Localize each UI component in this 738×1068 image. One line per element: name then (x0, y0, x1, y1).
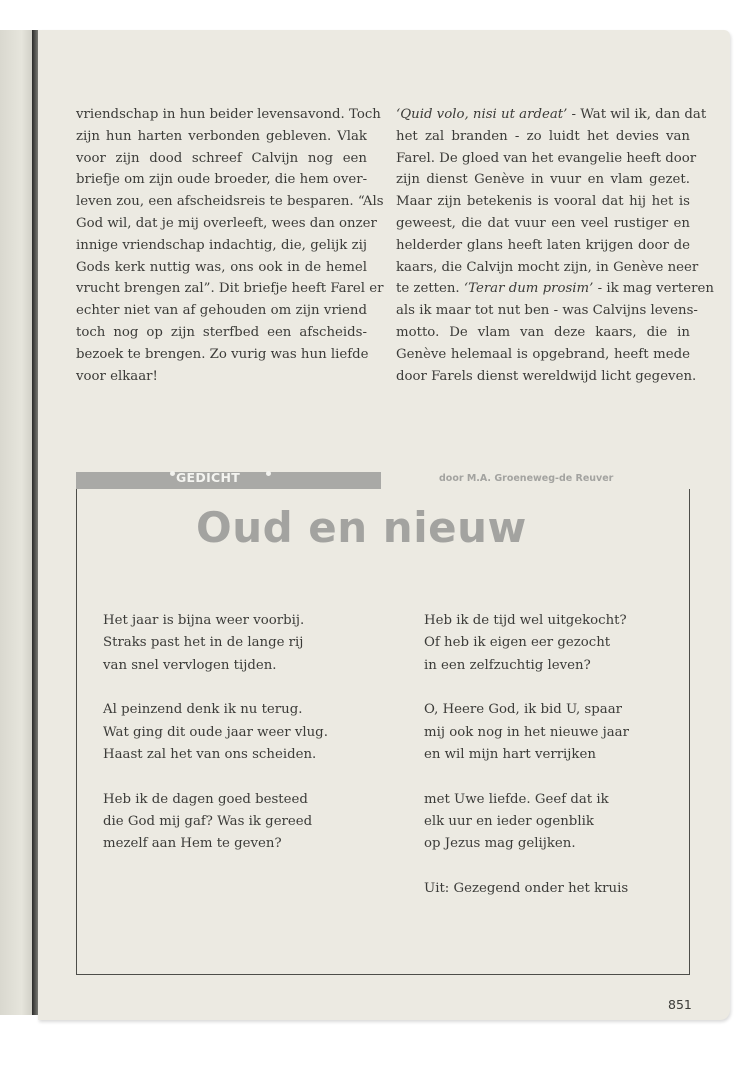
latin-motto-calvijn: ‘Terar dum prosim’ (463, 281, 594, 297)
poem-byline: door M.A. Groeneweg-de Reuver (439, 473, 614, 484)
poem-line: Het jaar is bijna weer voorbij. (103, 613, 305, 628)
article-line: zijn dienst Genève in vuur en vlam gezet. (396, 172, 690, 188)
article-line: bezoek te brengen. Zo vurig was hun liefde (76, 346, 369, 362)
ornament-dot (266, 471, 271, 476)
poem-line: elk uur en ieder ogenblik (424, 814, 594, 830)
poem-stanza (424, 789, 629, 856)
article-line: Maar zijn betekenis is vooral dat hij het is (396, 194, 690, 210)
poem-line: van snel vervlogen tijden. (103, 657, 277, 673)
previous-page-edge (0, 30, 36, 1015)
article-line: motto. De vlam van deze kaars, die in (396, 324, 690, 340)
article-line: innige vriendschap indachtig, die, gelijk zij (76, 237, 367, 253)
poem-source-line: Uit: Gezegend onder het kruis (424, 881, 629, 897)
article-line: toch nog op zijn sterfbed een afscheids- (76, 324, 367, 340)
article-line: Genève helemaal is opgebrand, heeft mede (396, 346, 690, 362)
section-label: GEDICHT (176, 470, 241, 485)
article-left-column (76, 104, 384, 387)
article-line: leven zou, een afscheidsreis te besparen. “Als (76, 194, 384, 210)
article-line-rest: - Wat wil ik, dan dat (567, 107, 707, 122)
poem-stanza (103, 610, 328, 677)
poem-line: Haast zal het van ons scheiden. (103, 746, 317, 762)
poem-stanza (424, 699, 629, 766)
poem-line: Straks past het in de lange rij (103, 635, 304, 651)
poem-line: met Uwe liefde. Geef dat ik (424, 791, 609, 807)
article-line: echter niet van af gehouden om zijn vriend (76, 303, 367, 319)
poem-line: Heb ik de dagen goed besteed (103, 791, 308, 807)
poem-line: in een zelfzuchtig leven? (424, 657, 591, 673)
poem-title: Oud en nieuw (196, 503, 527, 552)
article-line: God wil, dat je mij overleeft, wees dan onzer (76, 215, 377, 231)
article-line: zijn hun harten verbonden gebleven. Vlak (76, 128, 367, 144)
article-line (396, 278, 714, 300)
article-line-start: te zetten. (396, 281, 464, 297)
article-line: als ik maar tot nut ben - was Calvijns levens- (396, 303, 698, 319)
poem-line: mij ook nog in het nieuwe jaar (424, 724, 629, 740)
poem-stanza (103, 789, 328, 856)
poem-line: Of heb ik eigen eer gezocht (424, 635, 611, 651)
poem-line: op Jezus mag gelijken. (424, 836, 576, 852)
article-line: het zal branden - zo luidt het devies van (396, 128, 690, 144)
poem-line: Al peinzend denk ik nu terug. (103, 702, 303, 718)
latin-motto-farel: ‘Quid volo, nisi ut ardeat’ (396, 107, 568, 122)
article-line: vriendschap in hun beider levensavond. Toch (76, 107, 381, 122)
poem-source (424, 878, 629, 900)
article-line: vrucht brengen zal”. Dit briefje heeft Farel er (76, 281, 384, 297)
article-line: geweest, die dat vuur een veel rustiger en (396, 215, 690, 231)
article-line: Farel. De gloed van het evangelie heeft door (396, 150, 697, 166)
article-line: briefje om zijn oude broeder, die hem over- (76, 172, 368, 188)
poem-stanza (103, 699, 328, 766)
binding-gutter (32, 30, 38, 1015)
poem-line: O, Heere God, ik bid U, spaar (424, 702, 622, 718)
article-line-rest: - ik mag verteren (593, 281, 714, 297)
article-line: helderder glans heeft laten krijgen door de (396, 237, 690, 253)
article-line: kaars, die Calvijn mocht zijn, in Genève neer (396, 259, 699, 275)
poem-line: en wil mijn hart verrijken (424, 746, 596, 762)
poem-right-column (424, 610, 629, 923)
article-line (396, 104, 707, 126)
article-right-column (396, 104, 714, 387)
article-line: door Farels dienst wereldwijd licht gegeven. (396, 368, 697, 384)
article-line: Gods kerk nuttig was, ons ook in de hemel (76, 259, 367, 275)
ornament-dot (170, 471, 175, 476)
page-number: 851 (668, 997, 692, 1012)
poem-line: mezelf aan Hem te geven? (103, 836, 282, 852)
poem-line: die God mij gaf? Was ik gereed (103, 814, 313, 830)
poem-line: Heb ik de tijd wel uitgekocht? (424, 613, 627, 628)
poem-left-column (103, 610, 328, 878)
poem-stanza (424, 610, 629, 677)
poem-line: Wat ging dit oude jaar weer vlug. (103, 724, 328, 740)
article-line: voor elkaar! (76, 368, 158, 384)
article-line: voor zijn dood schreef Calvijn nog een (76, 150, 367, 166)
